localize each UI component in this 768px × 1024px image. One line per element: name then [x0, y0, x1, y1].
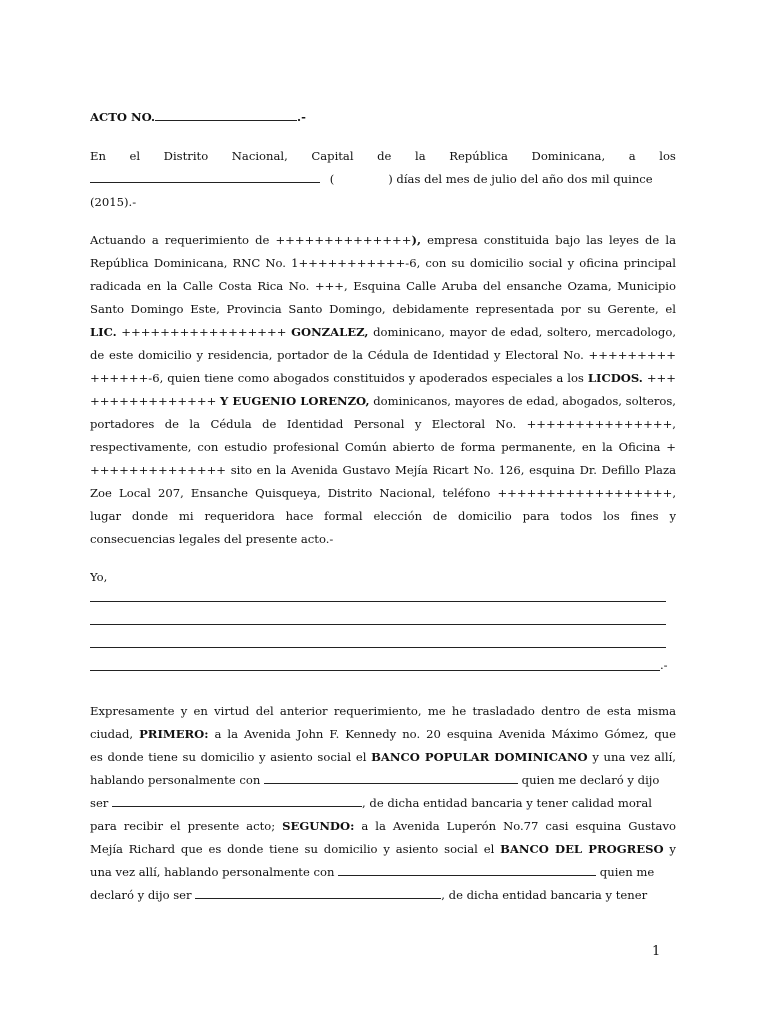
- requirement-text: empresa constituida bajo las leyes de la: [421, 233, 676, 247]
- requirement-text: +++: [642, 371, 676, 385]
- date-paren-open: (: [329, 172, 335, 186]
- person-name-blank-2: [338, 865, 596, 876]
- yo-blank-line-1: [90, 601, 666, 602]
- transfer-text: ciudad,: [90, 727, 140, 741]
- transfer-text: y: [663, 842, 676, 856]
- transfer-text: quien me: [596, 865, 655, 879]
- requirement-line-3: radicada en la Calle Costa Rica No. +++, Esquina Calle Aruba del ensanche Ozama, Municipio: [90, 279, 676, 293]
- requirement-line-7: [90, 371, 676, 386]
- page-number: 1: [652, 944, 661, 959]
- yo-blank-line-4: [90, 670, 660, 671]
- bank-progreso-name: BANCO DEL PROGRESO: [500, 842, 664, 856]
- requirement-bold: ),: [411, 233, 421, 247]
- transfer-line-3: [90, 750, 676, 765]
- yo-suffix: .-: [660, 658, 668, 672]
- requirement-text: +++++++++++++: [90, 394, 221, 408]
- date-line-word: Dominicana,: [531, 149, 606, 163]
- requirement-line-10: respectivamente, con estudio profesional Común abierto de forma permanente, en la Oficina +: [90, 440, 676, 454]
- date-line-word: Capital: [311, 149, 354, 163]
- segundo-label: SEGUNDO:: [282, 819, 355, 833]
- act-number-blank: [155, 110, 297, 121]
- paragraph-date-line-3: (2015).-: [90, 195, 137, 209]
- date-line-word: Nacional,: [231, 149, 288, 163]
- transfer-line-4: [90, 773, 676, 788]
- person-role-blank-1: [112, 796, 362, 807]
- date-line-word: los: [659, 149, 676, 163]
- transfer-text: y una vez allí,: [587, 750, 676, 764]
- requirement-text: ++++++-6, quien tiene como abogados constituidos y apoderados especiales a los: [90, 371, 588, 385]
- act-heading-label: ACTO NO.: [90, 110, 156, 124]
- transfer-line-8: [90, 865, 676, 880]
- requirement-line-11: ++++++++++++++ sito en la Avenida Gustavo Mejía Ricart No. 126, esquina Dr. Defillo Plaza: [90, 463, 676, 477]
- requirement-line-2: República Dominicana, RNC No. 1+++++++++++-6, con su domicilio social y oficina principal: [90, 256, 676, 270]
- transfer-text: ser: [90, 796, 113, 810]
- transfer-line-5: [90, 796, 676, 811]
- date-day-blank: [90, 172, 320, 183]
- person-name-blank-1: [264, 773, 518, 784]
- transfer-line-6: [90, 819, 676, 834]
- requirement-line-8: [90, 394, 676, 409]
- manager-details: dominicano, mayor de edad, soltero, mercadologo,: [368, 325, 676, 339]
- date-rest: ) días del mes de julio del año dos mil quince: [388, 172, 653, 186]
- transfer-text: , de dicha entidad bancaria y tener calidad moral: [362, 796, 652, 810]
- lawyer-name: Y EUGENIO LORENZO,: [220, 394, 370, 408]
- yo-blank-line-2: [90, 624, 666, 625]
- date-line-word: Distrito: [163, 149, 209, 163]
- requirement-text: dominicanos, mayores de edad, abogados, solteros,: [369, 394, 676, 408]
- requirement-line-13: lugar donde mi requeridora hace formal elección de domicilio para todos los fines y: [90, 509, 676, 523]
- transfer-line-9: [90, 888, 676, 903]
- transfer-text: es donde tiene su domicilio y asiento social el: [90, 750, 372, 764]
- requirement-line-5: [90, 325, 676, 340]
- transfer-line-2: [90, 727, 676, 742]
- requirement-text: Actuando a requerimiento de ++++++++++++++: [90, 233, 412, 247]
- transfer-text: a la Avenida John F. Kennedy no. 20 esquina Avenida Máximo Gómez, que: [208, 727, 676, 741]
- transfer-text: quien me declaró y dijo: [517, 773, 660, 787]
- paragraph-date-line-2: [90, 172, 676, 187]
- transfer-text: para recibir el presente acto;: [90, 819, 283, 833]
- requirement-line-1: [90, 233, 676, 248]
- bank-popular-name: BANCO POPULAR DOMINICANO: [371, 750, 588, 764]
- date-line-word: a: [628, 149, 636, 163]
- requirement-line-4: Santo Domingo Este, Provincia Santo Domingo, debidamente representada por su Gerente, el: [90, 302, 676, 316]
- date-number-blank: [334, 173, 388, 183]
- date-line-word: de: [377, 149, 392, 163]
- requirement-line-14: consecuencias legales del presente acto.-: [90, 532, 334, 546]
- yo-blank-line-3: [90, 647, 666, 648]
- transfer-text: Mejía Richard que es donde tiene su domicilio y asiento social el: [90, 842, 501, 856]
- transfer-line-7: [90, 842, 676, 857]
- transfer-line-1: Expresamente y en virtud del anterior requerimiento, me he trasladado dentro de esta misma: [90, 704, 676, 718]
- act-heading: [90, 110, 676, 125]
- transfer-text: , de dicha entidad bancaria y tener: [441, 888, 648, 902]
- transfer-text: declaró y dijo ser: [90, 888, 196, 902]
- person-role-blank-2: [195, 888, 441, 899]
- primero-label: PRIMERO:: [139, 727, 209, 741]
- act-heading-suffix: .-: [297, 110, 306, 124]
- requirement-line-9: portadores de la Cédula de Identidad Personal y Electoral No. +++++++++++++++,: [90, 417, 676, 431]
- date-line-word: En: [90, 149, 106, 163]
- paragraph-date-line-1: [90, 149, 676, 164]
- date-line-word: el: [129, 149, 141, 163]
- date-line-word: la: [415, 149, 426, 163]
- date-line-word: República: [449, 149, 508, 163]
- transfer-text: una vez allí, hablando personalmente con: [90, 865, 339, 879]
- requirement-line-6: de este domicilio y residencia, portador de la Cédula de Identidad y Electoral No. +++++++++: [90, 348, 676, 362]
- transfer-text: a la Avenida Luperón No.77 casi esquina Gustavo: [354, 819, 676, 833]
- transfer-text: hablando personalmente con: [90, 773, 264, 787]
- manager-surname: GONZALEZ,: [291, 325, 369, 339]
- licdos-label: LICDOS.: [587, 371, 643, 385]
- requirement-line-12: Zoe Local 207, Ensanche Quisqueya, Distrito Nacional, teléfono ++++++++++++++++++,: [90, 486, 676, 500]
- lic-label: LIC.: [90, 325, 117, 339]
- manager-name: +++++++++++++++++: [116, 325, 292, 339]
- yo-label: Yo,: [90, 570, 108, 584]
